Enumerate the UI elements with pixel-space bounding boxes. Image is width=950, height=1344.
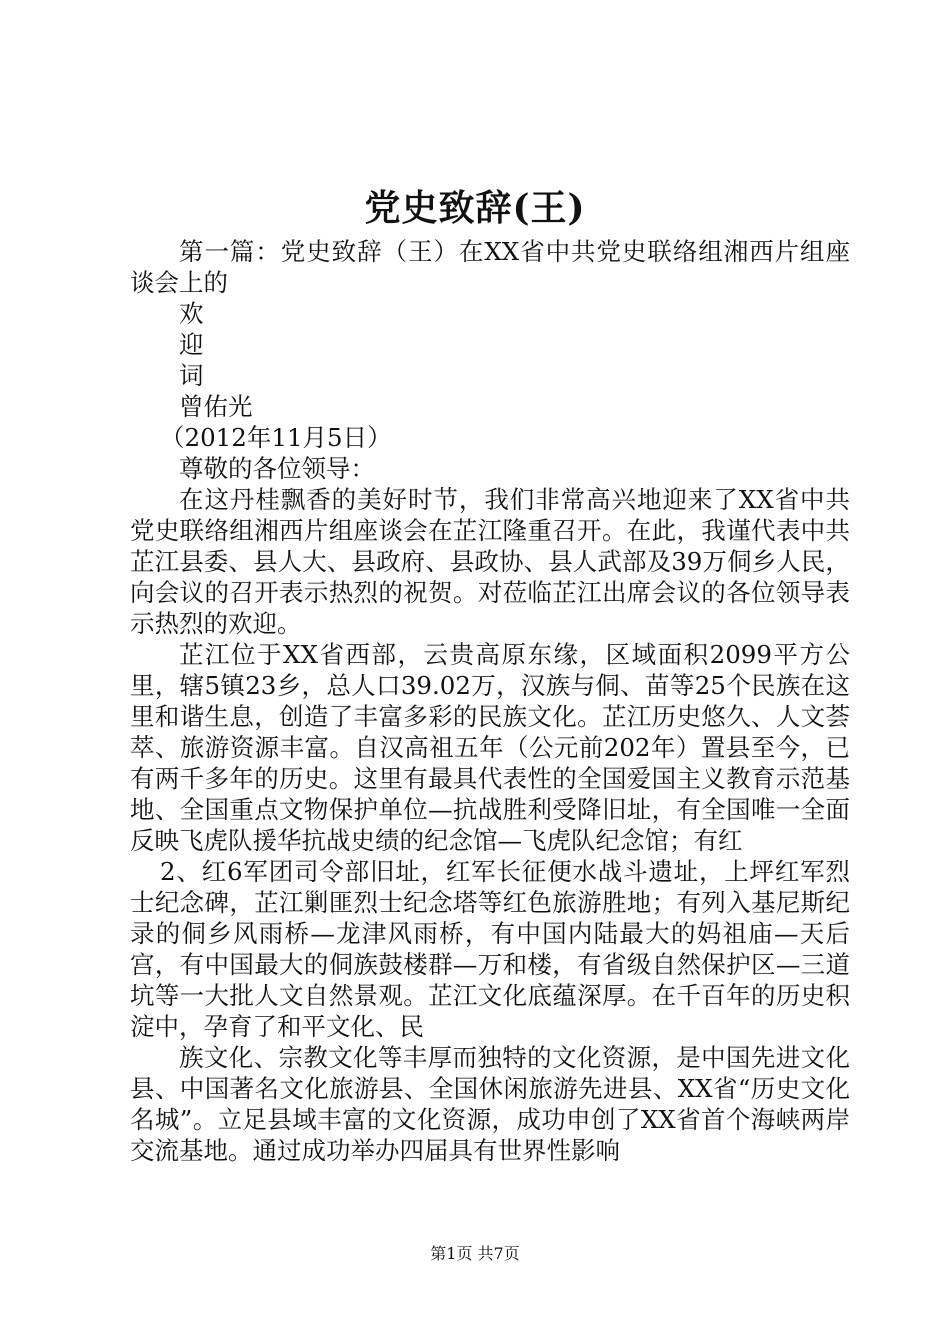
- paragraph-zhijiang-intro: 芷江位于XX省西部，云贵高原东缘，区域面积2099平方公里，辖5镇23乡，总人口39.02万，汉族与侗、苗等25个民族在这里和谐生息，创造了丰富多彩的民族文化。芷江历史悠久、人文荟萃、旅游资源丰富。自汉高祖五年（公元前202年）置县至今，已有两千多年的历史。这里有最具代表性的全国爱国主义教育示范基地、全国重点文物保护单位—抗战胜利受降旧址，有全国唯一全面反映飞虎队援华抗战史绩的纪念馆—飞虎队纪念馆；有红: [130, 640, 850, 855]
- paragraph-culture: 族文化、宗教文化等丰厚而独特的文化资源，是中国先进文化县、中国著名文化旅游县、全国休闲旅游先进县、XX省“历史文化名城”。立足县域丰富的文化资源，成功申创了XX省首个海峡两岸交流基地。通过成功举办四届具有世界性影响: [130, 1043, 850, 1165]
- paragraph-red-sites: 2、红6军团司令部旧址，红军长征便水战斗遗址，上坪红军烈士纪念碑，芷江剿匪烈士纪念塔等红色旅游胜地；有列入基尼斯纪录的侗乡风雨桥—龙津风雨桥，有中国内陆最大的妈祖庙—天后宫，有中国最大的侗族鼓楼群—万和楼，有省级自然保护区—三道坑等一大批人文自然景观。芷江文化底蕴深厚。在千百年的历史积淀中，孕育了和平文化、民: [130, 857, 850, 1041]
- paragraph-welcome: 在这丹桂飘香的美好时节，我们非常高兴地迎来了XX省中共党史联络组湘西片组座谈会在芷江隆重召开。在此，我谨代表中共芷江县委、县人大、县政府、县政协、县人武部及39万侗乡人民，向会议的召开表示热烈的祝贺。对莅临芷江出席会议的各位领导表示热烈的欢迎。: [130, 485, 850, 638]
- paragraph-salutation: 尊敬的各位领导：: [179, 454, 375, 483]
- page-footer: 第1页 共7页: [430, 1244, 520, 1263]
- paragraph-char-ying: 迎: [179, 330, 204, 359]
- document-title: 党史致辞(王): [364, 187, 586, 229]
- paragraph-date: （2012年11月5日）: [160, 423, 392, 452]
- paragraph-char-huan: 欢: [179, 299, 204, 328]
- paragraph-char-ci: 词: [179, 361, 204, 390]
- paragraph-author: 曾佑光: [179, 392, 253, 421]
- paragraph-heading-line: 第一篇：党史致辞（王）在XX省中共党史联络组湘西片组座谈会上的: [130, 237, 850, 297]
- document-body: [130, 236, 850, 1166]
